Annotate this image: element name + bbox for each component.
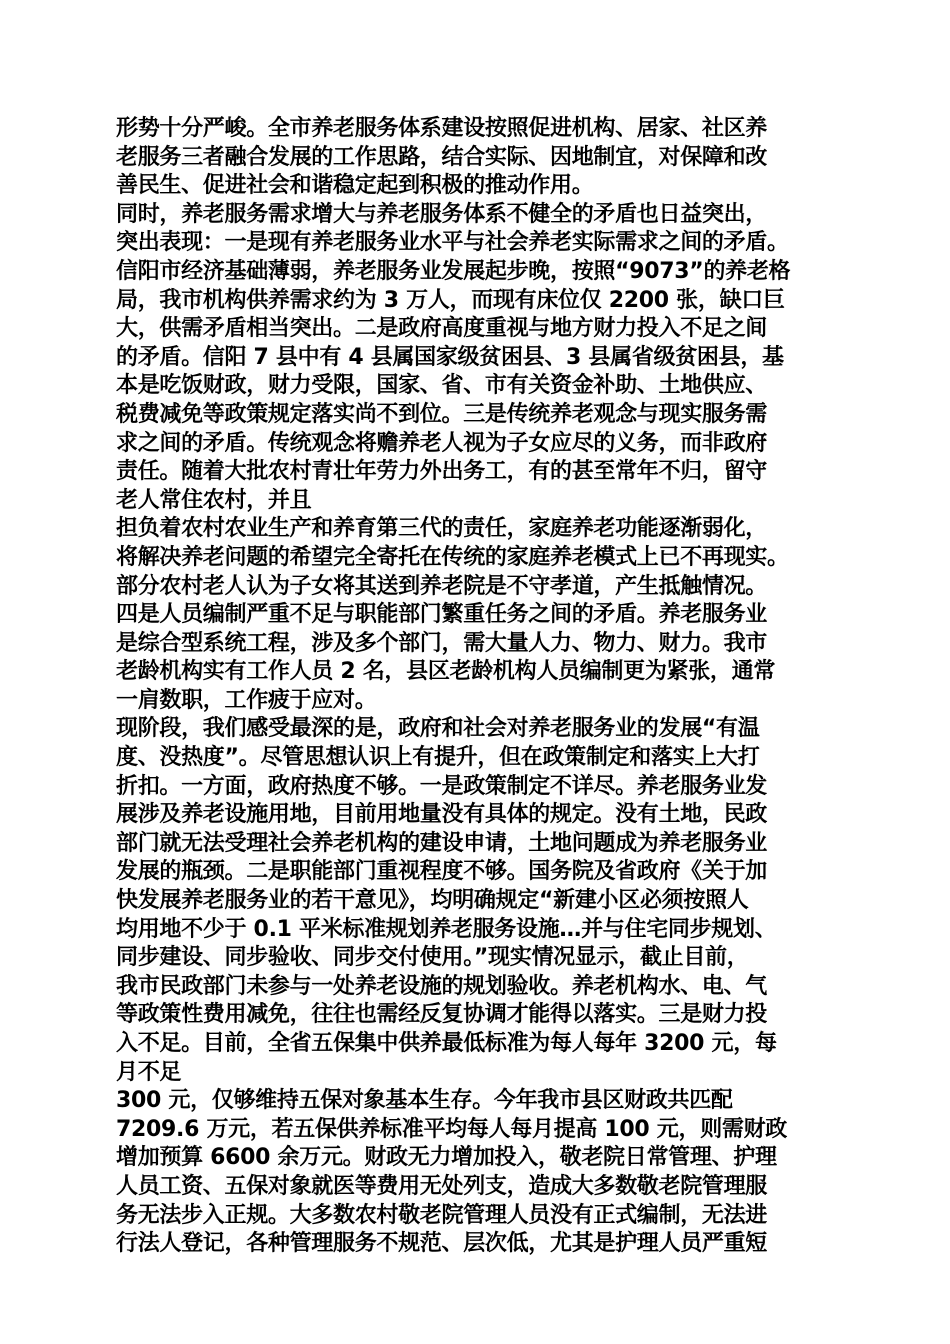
text-line: 的矛盾。信阳 7 县中有 4 县属国家级贫困县、3 县属省级贫困县，基 <box>116 344 784 370</box>
text-line: 发展的瓶颈。二是职能部门重视程度不够。国务院及省政府《关于加 <box>116 859 768 885</box>
text-line: 大，供需矛盾相当突出。二是政府高度重视与地方财力投入不足之间 <box>116 316 768 342</box>
text-line: 300 元，仅够维持五保对象基本生存。今年我市县区财政共匹配 <box>116 1088 733 1114</box>
text-line: 同时，养老服务需求增大与养老服务体系不健全的矛盾也日益突出， <box>116 201 768 227</box>
text-line: 7209.6 万元，若五保供养标准平均每人每月提高 100 元，则需财政 <box>116 1116 787 1142</box>
text-line: 局，我市机构供养需求约为 3 万人，而现有床位仅 2200 张，缺口巨 <box>116 287 785 313</box>
text-line: 四是人员编制严重不足与职能部门繁重任务之间的矛盾。养老服务业 <box>116 602 768 628</box>
text-line: 是综合型系统工程，涉及多个部门，需大量人力、物力、财力。我市 <box>116 630 768 656</box>
text-line: 将解决养老问题的希望完全寄托在传统的家庭养老模式上已不再现实。 <box>116 544 789 570</box>
text-line: 入不足。目前，全省五保集中供养最低标准为每人每年 3200 元，每 <box>116 1031 777 1056</box>
text-line: 现阶段，我们感受最深的是，政府和社会对养老服务业的发展“有温 <box>116 716 760 742</box>
text-line: 老服务三者融合发展的工作思路，结合实际、因地制宜，对保障和改 <box>116 144 768 170</box>
text-line: 增加预算 6600 余万元。财政无力增加投入，敬老院日常管理、护理 <box>116 1145 777 1171</box>
text-line: 突出表现：一是现有养老服务业水平与社会养老实际需求之间的矛盾。 <box>116 230 789 256</box>
text-line: 人员工资、五保对象就医等费用无处列支，造成大多数敬老院管理服 <box>116 1173 768 1199</box>
text-line: 务无法步入正规。大多数农村敬老院管理人员没有正式编制，无法进 <box>116 1202 768 1228</box>
text-line: 税费减免等政策规定落实尚不到位。三是传统养老观念与现实服务需 <box>116 401 768 427</box>
text-line: 一肩数职，工作疲于应对。 <box>116 687 377 713</box>
text-line: 展涉及养老设施用地，目前用地量没有具体的规定。没有土地，民政 <box>116 802 768 828</box>
text-line: 我市民政部门未参与一处养老设施的规划验收。养老机构水、电、气 <box>116 973 768 999</box>
text-line: 老人常住农村，并且 <box>116 487 312 513</box>
text-line: 信阳市经济基础薄弱，养老服务业发展起步晚，按照“9073”的养老格 <box>116 258 791 284</box>
text-line: 快发展养老服务业的若干意见》，均明确规定“新建小区必须按照人 <box>116 888 749 914</box>
text-line: 行法人登记，各种管理服务不规范、层次低，尤其是护理人员严重短 <box>116 1231 768 1257</box>
text-line: 本是吃饭财政，财力受限，国家、省、市有关资金补助、土地供应、 <box>116 373 768 399</box>
text-line: 同步建设、同步验收、同步交付使用。”现实情况显示，截止目前， <box>116 945 749 971</box>
text-line: 担负着农村农业生产和养育第三代的责任，家庭养老功能逐渐弱化， <box>116 516 768 542</box>
text-line: 求之间的矛盾。传统观念将赡养老人视为子女应尽的义务，而非政府 <box>116 430 768 456</box>
text-line: 等政策性费用减免，往往也需经反复协调才能得以落实。三是财力投 <box>116 1002 768 1028</box>
text-line: 善民生、促进社会和谐稳定起到积极的推动作用。 <box>116 173 594 199</box>
text-line: 责任。随着大批农村青壮年劳力外出务工，有的甚至常年不归，留守 <box>116 459 768 485</box>
text-line: 月不足 <box>116 1059 182 1085</box>
text-line: 部分农村老人认为子女将其送到养老院是不守孝道，产生抵触情况。 <box>116 573 768 599</box>
text-line: 均用地不少于 0.1 平米标准规划养老服务设施…并与住宅同步规划、 <box>116 916 777 942</box>
text-line: 部门就无法受理社会养老机构的建设申请，土地问题成为养老服务业 <box>116 830 768 856</box>
text-line: 形势十分严峻。全市养老服务体系建设按照促进机构、居家、社区养 <box>116 116 768 141</box>
text-line: 度、没热度”。尽管思想认识上有提升，但在政策制定和落实上大打 <box>116 745 760 771</box>
text-line: 折扣。一方面，政府热度不够。一是政策制定不详尽。养老服务业发 <box>116 773 768 799</box>
text-line: 老龄机构实有工作人员 2 名，县区老龄机构人员编制更为紧张，通常 <box>116 659 776 685</box>
body-text <box>116 115 846 1259</box>
